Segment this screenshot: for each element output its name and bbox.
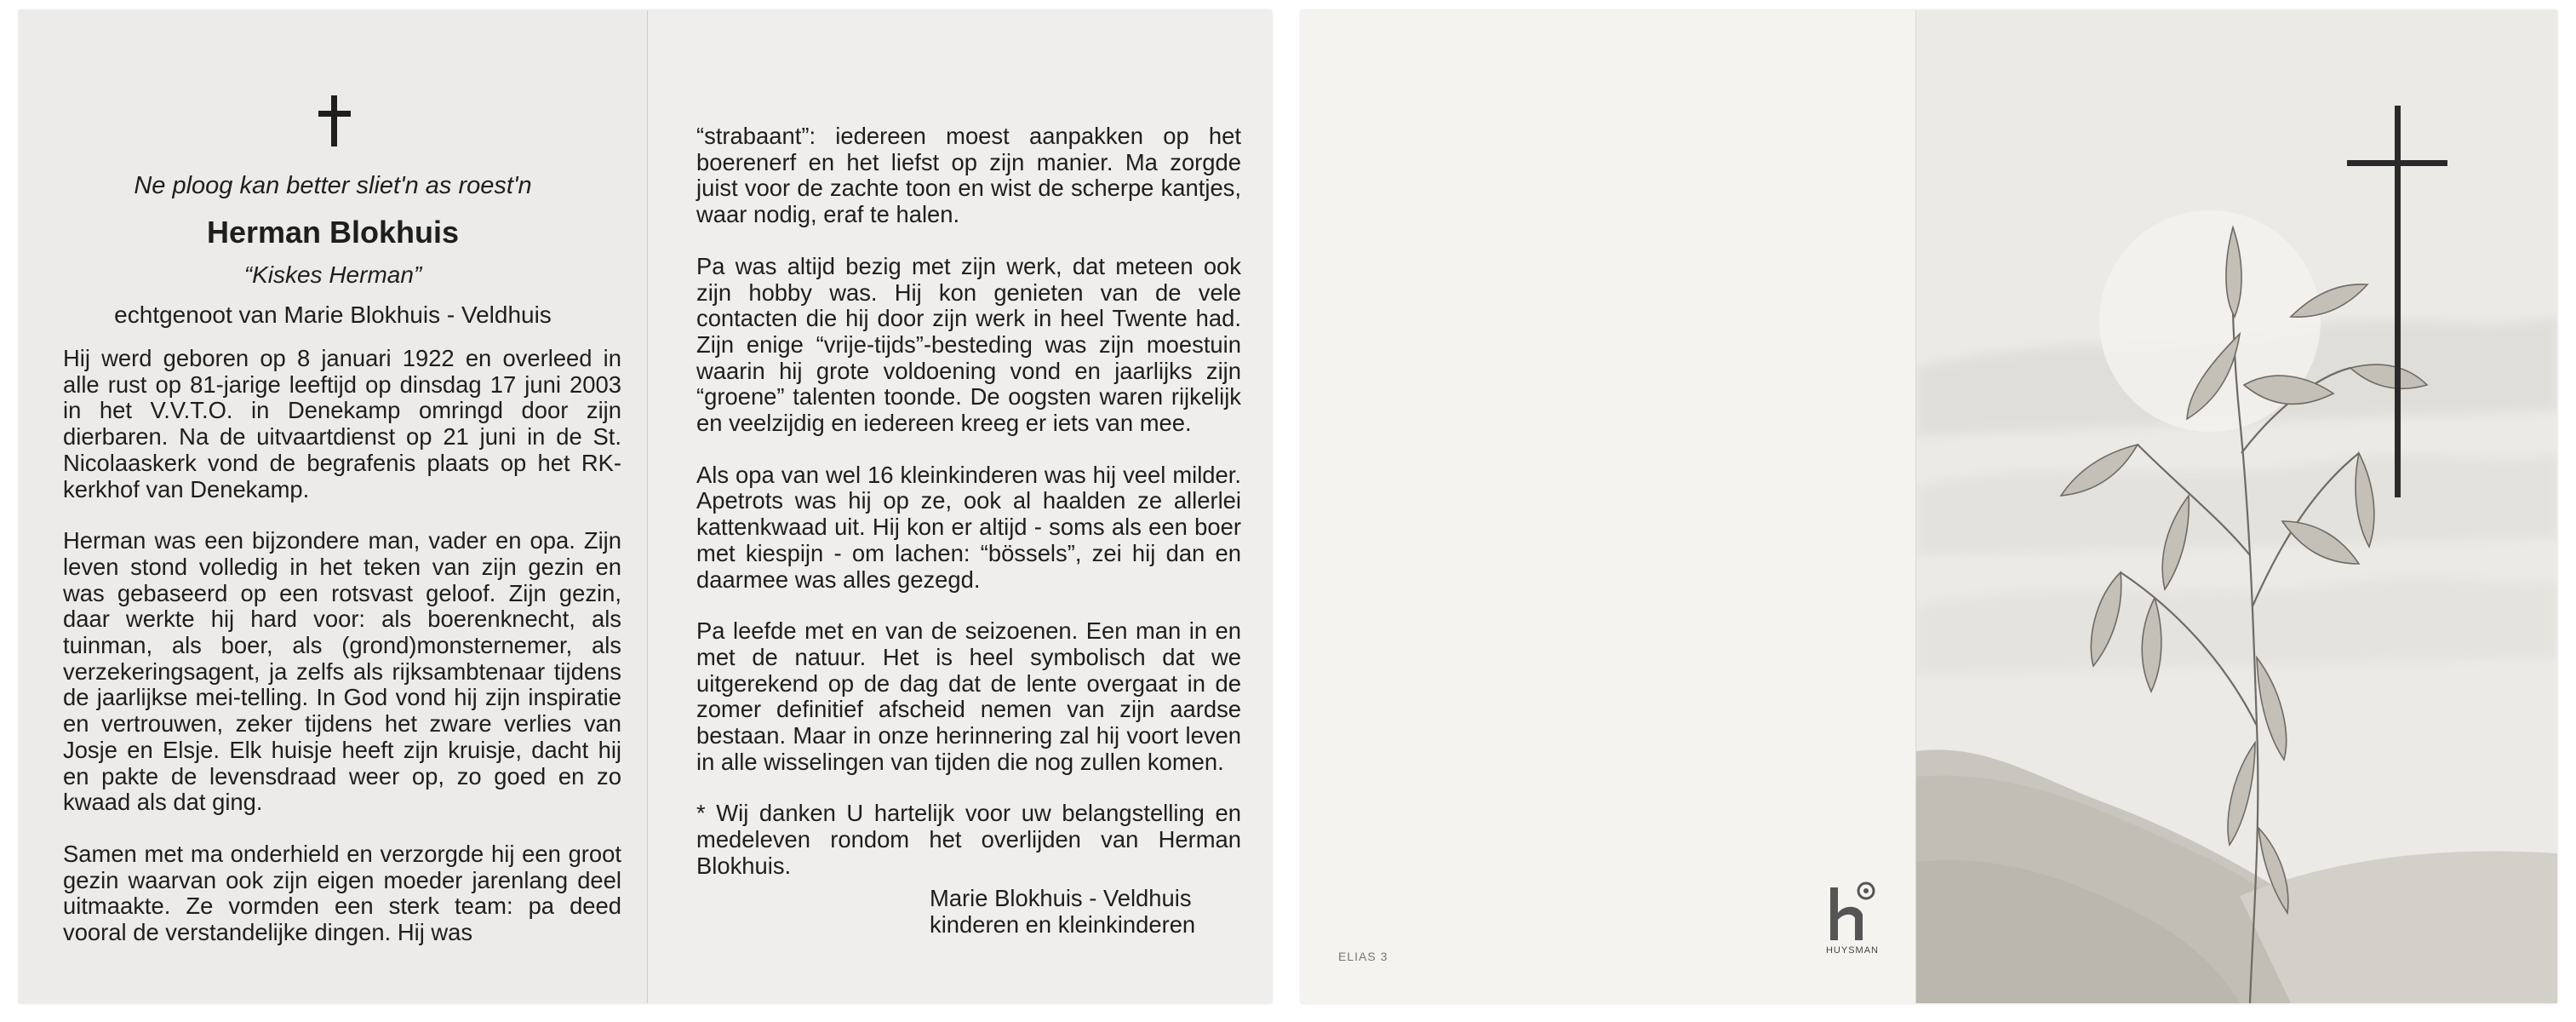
paragraph: Pa leefde met en van de seizoenen. Een man in en met de natuur. Het is heel symbolisch dat we uitgerekend op de dag dat de lente overgaat in de zomer definitief afscheid nemen van zijn aardse bestaan. Maar in onze herinnering zal hij voort leven in alle wisselingen van tijden die nog zullen komen. — [696, 617, 1241, 775]
signature-line-2: kinderen en kleinkinderen — [930, 911, 1196, 938]
paragraph: Herman was een bijzondere man, vader en opa. Zijn leven stond volledig in het teken van zijn gezin en was gebaseerd op een rotsvast geloof. Zijn gezin, daar werkte hij hard voor: als boerenknecht, als tuinman, als boer, als (grond)monsternemer, als verzekeringsagent, ja zelfs als rijksambtenaar tijdens de jaarlijkse mei-telling. In God vond hij zijn inspiratie en vertrouwen, zeker tijdens het zware verlies van Josje en Elsje. Elk huisje heeft zijn kruisje, dacht hij en pakte de levensdraad weer op, zo goed en zo kwaad als dat ging. — [63, 527, 621, 816]
left-text-panel — [19, 10, 648, 1003]
memorial-card-text-spread — [19, 10, 1272, 1003]
plant-illustration — [1916, 10, 2557, 1003]
back-cover-panel — [1301, 10, 1916, 1003]
publisher-logo-text: HUYSMAN — [1825, 945, 1879, 956]
biography-column-left — [63, 346, 621, 972]
memorial-card-cover-spread — [1301, 10, 2557, 1003]
signature-line-1: Marie Blokhuis - Veldhuis — [930, 885, 1192, 911]
publisher-logo-icon — [1825, 879, 1880, 947]
motto: Ne ploog kan better sliet'n as roest'n — [134, 172, 532, 199]
paragraph: Hij werd geboren op 8 januari 1922 en overleed in alle rust op 81-jarige leeftijd op dinsdag 17 juni 2003 in het V.V.T.O. in Denekamp omringd door zijn dierbaren. Na de uitvaartdienst op 21 juni in de St. Nicolaaskerk vond de begrafenis plaats op het RK-kerkhof van Denekamp. — [63, 345, 621, 502]
paragraph: Samen met ma onderhield en verzorgde hij een groot gezin waarvan ook zijn eigen moeder jarenlang deel uitmaakte. Ze vormden een sterk team: pa deed vooral de verstandelijke dingen. Hij was — [63, 840, 621, 946]
card-code: ELIAS 3 — [1338, 950, 1388, 963]
biography-column-right — [696, 123, 1241, 905]
cross-icon — [318, 95, 351, 146]
nickname: “Kiskes Herman” — [243, 261, 422, 288]
paragraph: Pa was altijd bezig met zijn werk, dat meteen ook zijn hobby was. Hij kon genieten van de vele contacten die hij door zijn werk in heel Twente had. Zijn enige “vrije-tijds”-besteding was zijn moestuin waarin hij grote voldoening vond en jaarlijks zijn “groene” talenten toonde. De oogsten waren rijkelijk en veelzijdig en iedereen kreeg er iets van mee. — [696, 252, 1241, 437]
paragraph: Als opa van wel 16 kleinkinderen was hij veel milder. Apetrots was hij op ze, ook al haalden ze allerlei kattenkwaad uit. Hij kon er altijd - soms als een boer met kiespijn - om lachen: “bössels”, zei hij dan en daarmee was alles gezegd. — [696, 461, 1241, 593]
right-text-panel — [649, 10, 1272, 1003]
spouse-line: echtgenoot van Marie Blokhuis - Veldhuis — [114, 301, 552, 328]
cross-icon — [2347, 106, 2447, 497]
deceased-name: Herman Blokhuis — [206, 215, 460, 250]
paragraph: “strabaant”: iedereen moest aanpakken op het boerenerf en het liefst op zijn manier. Ma zorgde juist voor de zachte toon en wist de scherpe kantjes, waar nodig, eraf te halen. — [696, 123, 1241, 228]
front-cover-panel — [1916, 10, 2557, 1003]
thanks-paragraph: * Wij danken U hartelijk voor uw belangstelling en medeleven rondom het overlijden van Herman Blokhuis. — [696, 800, 1241, 879]
signature — [930, 885, 1195, 938]
